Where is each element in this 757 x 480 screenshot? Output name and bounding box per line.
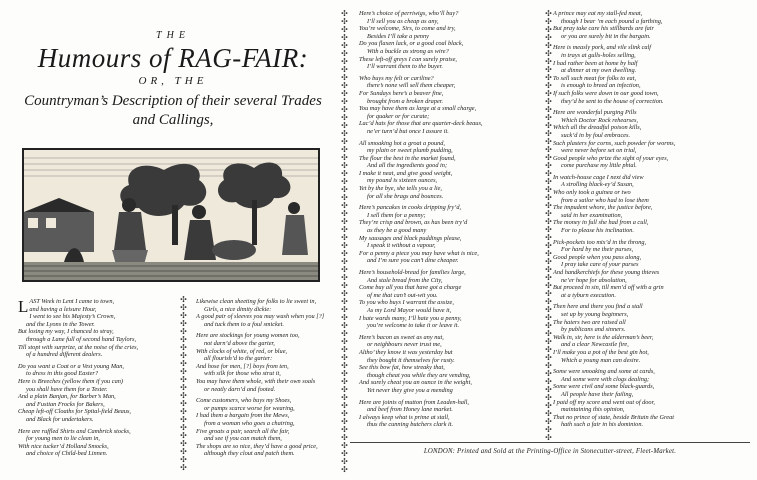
verse-line: You’re welcome, Sirs, to come and try, bbox=[359, 25, 456, 33]
verse-line: and a clear Newcastle fire, bbox=[561, 341, 629, 349]
stanza bbox=[359, 269, 534, 330]
verse-line: ne’er turn’d but once I assure it. bbox=[367, 127, 449, 135]
verse-line: And all the ingredients good in; bbox=[367, 162, 448, 170]
verse-line: The shops are so nice, they’d have a good price, bbox=[196, 442, 318, 450]
verse-line: Yet never they give you a mending bbox=[367, 386, 453, 394]
verse-line: The flour the best in the market found, bbox=[359, 154, 456, 162]
subtitle: Countryman’s Description of their several Trades and Callings, bbox=[24, 93, 322, 128]
verse-line: If such folks were down in our good town, bbox=[553, 89, 659, 97]
verse-line: of me that can’t out-wit you. bbox=[367, 291, 438, 299]
verse-line: Pick-pockets too mix’d in the throng, bbox=[553, 238, 647, 246]
verse-line: Do you flaxen lack, or a good coal black, bbox=[359, 40, 464, 48]
verse-line: Here are stockings for young women too, bbox=[196, 332, 300, 340]
verse-line: Which a young man can desire. bbox=[561, 356, 641, 364]
verse-line: For hard by me their purses, bbox=[561, 246, 634, 254]
stanza bbox=[553, 109, 749, 170]
stanza bbox=[18, 363, 176, 424]
verse-line: As my Lord Mayor would have it, bbox=[367, 306, 452, 314]
verse-line: In watch-house cage I next did view bbox=[553, 173, 644, 181]
verse-line: as they be a good many bbox=[367, 227, 427, 235]
verse-line: by publicans and sinners. bbox=[561, 326, 626, 334]
verse-line: I’ll sell you as cheap as any, bbox=[367, 17, 439, 25]
verse-line: at dinner at my own dwelling. bbox=[561, 67, 637, 75]
verse-line: Which all the dreadful poison kills, bbox=[553, 124, 642, 132]
verse-line: at a tyburn execution. bbox=[561, 291, 616, 299]
stanza bbox=[18, 298, 176, 359]
woodcut-illustration bbox=[22, 148, 320, 282]
verse-line: Here’s pancakes in cooks dripping fry’d, bbox=[359, 204, 462, 212]
verse-line: and beef from Honey lane market. bbox=[367, 406, 453, 414]
verse-line: and I’m sure you can’t dine cheaper. bbox=[367, 257, 459, 265]
verse-line: But proceed in sin, till men’d off with a grin bbox=[553, 284, 664, 292]
verse-line: you’re welcome to take it or leave it. bbox=[367, 322, 460, 330]
verse-line: With clocks of white, of red, or blue, bbox=[196, 347, 288, 355]
ornamental-divider: ✣ ✣ ✣ ✣ ✣ ✣ ✣ ✣ ✣ ✣ ✣ ✣ ✣ ✣ ✣ ✣ ✣ ✣ ✣ ✣ ✣ ✣ ✣ ✣ ✣ ✣ ✣ ✣ ✣ ✣ ✣ ✣ ✣ ✣ ✣ ✣ ✣ ✣ ✣ ✣ ✣ ✣ ✣ ✣ ✣ ✣ ✣ ✣ ✣ ✣ ✣ ✣ ✣ ✣ bbox=[545, 10, 552, 442]
verse-line: With a buckle as strong as wire? bbox=[367, 47, 449, 55]
verse-line: To sell such meat for folks to eat, bbox=[553, 74, 637, 82]
verse-line: You may have them whole, with their own soals bbox=[196, 377, 316, 385]
verse-line: And stale bread from the City, bbox=[367, 276, 443, 284]
stanza bbox=[359, 399, 534, 429]
verse-line: Girls, a nice dimity dickie: bbox=[204, 305, 272, 313]
verse-line: Walk in, sir, here is the alderman’s beer, bbox=[553, 333, 654, 341]
verse-column-4 bbox=[553, 10, 749, 433]
verse-line: Here is measly pork, and vile slink calf bbox=[553, 44, 652, 52]
verse-line: all flourish’d to the garter: bbox=[204, 355, 273, 363]
verse-line: thus the cunning butchers clark it. bbox=[367, 421, 454, 429]
verse-line: to dress in this good Easter? bbox=[26, 370, 99, 378]
title-the: THE bbox=[156, 30, 190, 41]
verse-line: and Black for undertakers. bbox=[26, 415, 94, 423]
verse-line: Here’s bacon as sweet as any nut, bbox=[359, 333, 444, 341]
stanza bbox=[359, 10, 534, 71]
verse-line: With nice tucker’d Holland Smocks, bbox=[18, 442, 109, 450]
verse-line: I hate wards many, I’ll hate you a penny, bbox=[359, 314, 462, 322]
verse-line: I sell them for a penny; bbox=[367, 211, 426, 219]
verse-line: I always keep what is prime at stall, bbox=[359, 413, 450, 421]
verse-line: Who buys my felt or cariline? bbox=[359, 74, 434, 82]
stanza bbox=[196, 397, 346, 458]
imprint-rule bbox=[350, 442, 750, 443]
verse-line: Cheap left-off Cloaths for Spital-field Beaus, bbox=[18, 408, 131, 416]
stanza bbox=[359, 204, 534, 265]
stanza bbox=[553, 368, 749, 429]
verse-line: from a woman who goes a chairing, bbox=[204, 419, 295, 427]
verse-line: The haters two are raised all bbox=[553, 318, 626, 326]
verse-line: Yet by the bye, she tells you a lie, bbox=[359, 185, 443, 193]
verse-line: All people have their failing, bbox=[561, 390, 634, 398]
stanza bbox=[553, 239, 749, 300]
ornamental-divider: ✣ ✣ ✣ ✣ ✣ ✣ ✣ ✣ ✣ ✣ ✣ ✣ ✣ ✣ ✣ ✣ ✣ ✣ ✣ ✣ ✣ ✣ bbox=[180, 296, 187, 472]
verse-line: Good people who prize the sight of your eyes, bbox=[553, 154, 669, 162]
verse-line: and having a leisure Hour, bbox=[29, 305, 97, 313]
verse-line: That no prince of state, beside Britain the Great bbox=[553, 413, 674, 421]
verse-line: Likewise clean sheeting for folks to lie sweet in, bbox=[196, 298, 317, 305]
stanza bbox=[553, 10, 749, 40]
verse-line: Lac’d hats for those that are quarter-deck beaus, bbox=[359, 120, 483, 128]
verse-line: I speak it without a vapour, bbox=[367, 242, 436, 250]
verse-line: brought from a broken draper. bbox=[367, 97, 444, 105]
verse-column-1 bbox=[18, 298, 176, 462]
verse-line: Till stopt with surprize, at the noise of the cries, bbox=[18, 343, 139, 351]
verse-line: AST Week in Lent I came to town, bbox=[29, 298, 115, 305]
verse-line: Then here and there you find a stall bbox=[553, 303, 643, 311]
stanza bbox=[196, 298, 346, 328]
verse-line: set up by young beginners, bbox=[561, 310, 629, 318]
verse-line: Five groats a pair, search all the fair, bbox=[196, 427, 290, 435]
stanza bbox=[553, 174, 749, 235]
verse-line: Come customers, who buys my Shoes, bbox=[196, 397, 292, 405]
verse-line: with silk for those who strut it, bbox=[204, 370, 281, 378]
verse-line: and tuck them to a foul smicket. bbox=[204, 320, 284, 328]
verse-line: Such plasters for corns, such powder for worms, bbox=[553, 139, 676, 147]
verse-line: Here are wonderful purging Pills bbox=[553, 109, 637, 117]
verse-line: For a penny a piece you may have what is nice, bbox=[359, 249, 479, 257]
verse-line: or you are surely bit in the bargain. bbox=[561, 32, 651, 40]
verse-line: But pray take care his stillbards are fair bbox=[553, 25, 654, 33]
verse-line: or neighbours never trust me, bbox=[367, 341, 442, 349]
title-block bbox=[10, 30, 336, 130]
verse-line: But losing my way, I chanced to stray, bbox=[18, 328, 114, 336]
title-or-the: OR, THE bbox=[138, 75, 208, 87]
verse-line: All smoaking hot a groat a pound, bbox=[359, 139, 445, 147]
verse-line: Here are joints of mutton from Leaden-hall, bbox=[359, 398, 470, 406]
verse-line: or pumps scarce worse for wearing, bbox=[204, 404, 295, 412]
verse-line: I went to see his Majesty’s Crown, bbox=[29, 313, 116, 321]
verse-line: Here’s household-bread for families large, bbox=[359, 269, 466, 276]
stanza bbox=[553, 303, 749, 364]
verse-line: they’d be sent to the house of correction. bbox=[561, 97, 664, 105]
verse-line: through a Lane full of second hand Taylors, bbox=[26, 335, 137, 343]
verse-line: there’s none will sell them cheaper, bbox=[367, 82, 456, 90]
verse-line: I had them a bargain from the Mews, bbox=[196, 412, 290, 420]
verse-line: And hose for men, [?] boys from ten, bbox=[196, 362, 289, 370]
verse-line: Here are ruffled Shirts and Cambrick stocks, bbox=[18, 427, 131, 435]
verse-line: suck’d in by foul embraces. bbox=[561, 131, 631, 139]
verse-line: though cheat you while they are vending, bbox=[367, 371, 471, 379]
verse-line: Do you want a Coat or a Vest young Man, bbox=[18, 362, 124, 370]
verse-line: A strolling black-ey’d Susan, bbox=[561, 181, 634, 189]
verse-line: were never before set on trial, bbox=[561, 147, 637, 155]
drop-cap: L bbox=[18, 297, 29, 316]
verse-line: I’ll make you a pot of the best gin hot, bbox=[553, 348, 649, 356]
verse-line: And some were with clogs dealing; bbox=[561, 375, 650, 383]
verse-line: And handkerchiefs for these young thieves bbox=[553, 269, 660, 276]
page-title: Humours of RAG-FAIR: bbox=[37, 43, 309, 73]
verse-line: for young men to lie clean in, bbox=[26, 435, 100, 443]
verse-line: Here is Breeches (yellow them if you can) bbox=[18, 377, 123, 385]
verse-line: Which Doctor Rock rehearses, bbox=[561, 116, 639, 124]
verse-column-3 bbox=[359, 10, 534, 433]
verse-line: come purchase my little phial. bbox=[561, 162, 637, 170]
stanza bbox=[18, 428, 176, 458]
stanza bbox=[359, 140, 534, 201]
verse-line: A good pair of sleeves you may wash when you [?] bbox=[196, 313, 325, 321]
verse-line: My sausages and black puddings please, bbox=[359, 234, 462, 242]
verse-line: For to please his inclination. bbox=[561, 227, 634, 235]
verse-line: is enough to breed an infection, bbox=[561, 82, 641, 90]
verse-line: Some were civil and some black-guards, bbox=[553, 383, 655, 391]
verse-line: said in her examination, bbox=[561, 211, 623, 219]
verse-line: Here’s choice of perriwigs, who’ll buy? bbox=[359, 10, 459, 17]
verse-line: my plain or sweet plumb pudding, bbox=[367, 147, 453, 155]
verse-line: or neatly darn’d and footed. bbox=[204, 385, 276, 393]
verse-line: of a hundred different dealers. bbox=[26, 351, 103, 359]
verse-line: They’re crisp and brown, as has been try’d bbox=[359, 219, 468, 227]
verse-line: For Sundays here’s a beaver fine, bbox=[359, 89, 444, 97]
verse-line: I pray take care of your purses bbox=[561, 261, 639, 269]
verse-line: my pound is sixteen ounces, bbox=[367, 177, 438, 185]
stanza bbox=[359, 75, 534, 136]
verse-line: Good people when you pass along, bbox=[553, 253, 642, 261]
verse-line: Come buy all you that have got a charge bbox=[359, 284, 462, 292]
verse-line: Who only took a guinea or two bbox=[553, 189, 631, 197]
verse-line: though I bear ’m each pound a farthing, bbox=[561, 17, 663, 25]
verse-line: See this bow fat, how streaky that, bbox=[359, 364, 445, 372]
verse-line: I make it neat, and give good weight, bbox=[359, 169, 453, 177]
verse-line: for all she brags and bounces. bbox=[367, 192, 444, 200]
verse-line: and see if you can match them, bbox=[204, 435, 282, 443]
verse-line: You may have them as large at a small charge, bbox=[359, 105, 477, 113]
verse-line: And surely cheat you an ounce in the weight, bbox=[359, 379, 472, 387]
verse-line: I paid off my score and went out of door, bbox=[553, 398, 655, 406]
verse-line: in trays at gulls-holes selling, bbox=[561, 51, 636, 59]
verse-line: maintaining this opinion, bbox=[561, 406, 625, 414]
verse-line: from a sailor who had to lose them bbox=[561, 196, 649, 204]
verse-line: and choice of Child-bed Linnen. bbox=[26, 450, 108, 458]
verse-line: And a plain Banjan, for Barber’s Man, bbox=[18, 393, 116, 401]
stanza bbox=[196, 332, 346, 393]
verse-line: not darn’d above the garter, bbox=[204, 339, 275, 347]
verse-line: and the Lyons in the Tower. bbox=[26, 320, 95, 328]
verse-line: although they clout and patch them. bbox=[204, 450, 295, 458]
verse-line: and Fustian Frocks for Bakers, bbox=[26, 400, 105, 408]
verse-line: I had rather been at home by half bbox=[553, 59, 638, 67]
verse-line: I’ll warrant them to the buyer. bbox=[367, 63, 443, 71]
verse-line: Besides I’ll take a penny bbox=[367, 32, 429, 40]
verse-line: The impudent whore, the justice before, bbox=[553, 204, 653, 212]
verse-line: hath such a fair in his dominion. bbox=[561, 421, 644, 429]
verse-line: The money in full she had from a cull, bbox=[553, 219, 649, 227]
verse-line: ne’er hope for absolution, bbox=[561, 276, 627, 284]
verse-line: they bought it themselves for rusty. bbox=[367, 356, 455, 364]
verse-line: Some were smoaking and some at cards, bbox=[553, 368, 655, 376]
verse-line: A prince may eat my stall-fed meat, bbox=[553, 10, 643, 17]
verse-line: you shall have them for a Tester. bbox=[26, 385, 108, 393]
stanza bbox=[553, 44, 749, 105]
verse-line: for quaker or for curate; bbox=[367, 112, 430, 120]
verse-column-2 bbox=[196, 298, 346, 462]
imprint-line: LONDON: Printed and Sold at the Printing-Office in Stonecutter-street, Fleet-Market. bbox=[423, 448, 677, 455]
verse-line: Altho’ they know it was yesterday but bbox=[359, 348, 453, 356]
ornamental-divider: ✣ ✣ ✣ ✣ ✣ ✣ ✣ ✣ ✣ ✣ ✣ ✣ ✣ ✣ ✣ ✣ ✣ ✣ ✣ ✣ ✣ ✣ ✣ ✣ ✣ ✣ ✣ ✣ ✣ ✣ ✣ ✣ ✣ ✣ ✣ ✣ ✣ ✣ ✣ ✣ ✣ ✣ ✣ ✣ ✣ ✣ ✣ ✣ ✣ ✣ ✣ ✣ ✣ ✣ ✣ ✣ ✣ ✣ bbox=[341, 10, 348, 474]
verse-line: These left-off greys I can surely praise, bbox=[359, 55, 457, 63]
stanza bbox=[359, 334, 534, 395]
verse-line: To you who buys I warrant the assize, bbox=[359, 299, 454, 307]
